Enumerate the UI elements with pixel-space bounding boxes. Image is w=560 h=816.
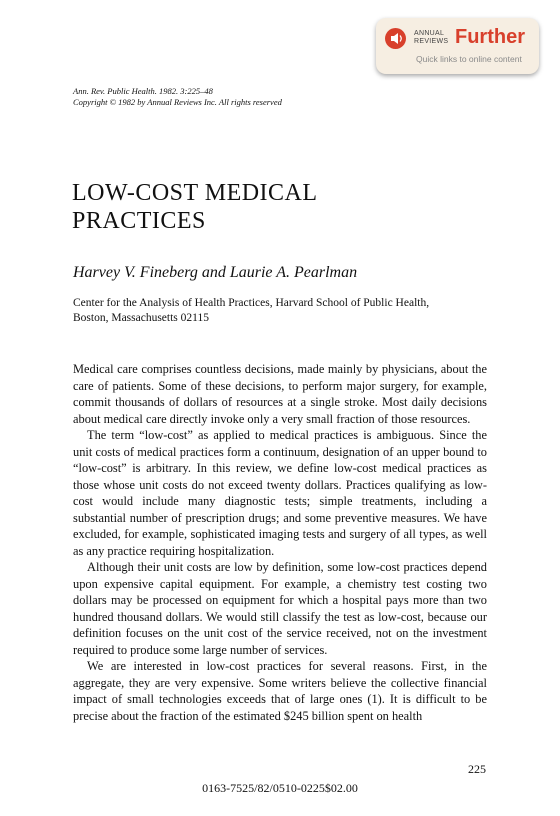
title-line-2: PRACTICES (72, 208, 206, 234)
citation-line: Ann. Rev. Public Health. 1982. 3:225–48 (73, 86, 213, 96)
article-title (72, 179, 372, 235)
badge-subtitle: Quick links to online content (416, 54, 522, 64)
badge-annual-reviews-label: ANNUAL REVIEWS (414, 30, 449, 45)
footer-code: 0163-7525/82/0510-0225$02.00 (202, 781, 358, 795)
annual-reviews-further-badge[interactable] (376, 18, 539, 74)
article-body (73, 361, 487, 724)
badge-further-label: Further (455, 26, 525, 48)
affiliation-line-2: Boston, Massachusetts 02115 (73, 312, 209, 324)
affiliation-line-1: Center for the Analysis of Health Practices, Harvard School of Public Health, (73, 297, 430, 309)
title-line-1: LOW-COST MEDICAL (72, 180, 318, 206)
authors: Harvey V. Fineberg and Laurie A. Pearlman (73, 264, 358, 281)
speaker-icon (385, 28, 406, 49)
paragraph-4: We are interested in low-cost practices for several reasons. First, in the aggregate, they are very expensive. Some writers believe the collective financial impact of small technologies exceeds that of large ones (1). It is difficult to be precise about the fraction of the estimated $245 billion spent on health (73, 659, 487, 723)
paragraph-3: Although their unit costs are low by definition, some low-cost practices depend upon expensive capital equipment. For example, a chemistry test costing two dollars may be processed on equipment for which a hospital pays more than two hundred thousand dollars. We would still classify the test as low-cost, because our definition focuses on the unit cost of the service received, not on the investment required to produce some large number of services. (73, 560, 487, 657)
affiliation (73, 296, 493, 326)
paragraph-2: The term “low-cost” as applied to medical practices is ambiguous. Since the unit costs of medical practices form a continuum, designation of an upper bound to “low-cost” is arbitrary. In this review, we define low-cost medical practices as those whose unit costs do not exceed twenty dollars. Practices qualifying as low-cost would include many diagnostic tests; simple treatments, including a substantial number of prescription drugs; and some preventive measures. We have excluded, for example, sophisticated imaging tests and surgery of all types, as well as any practice requiring hospitalization. (73, 428, 487, 558)
paragraph-1: Medical care comprises countless decisions, made mainly by physicians, about the care of patients. Some of these decisions, to perform major surgery, for example, commit thousands of dollars of resources at a single stroke. Most daily decisions about medical care directly invoke only a very small fraction of those resources. (73, 362, 487, 426)
page-number: 225 (468, 762, 486, 776)
citation-block (73, 86, 282, 108)
copyright-line: Copyright © 1982 by Annual Reviews Inc. All rights reserved (73, 97, 282, 107)
